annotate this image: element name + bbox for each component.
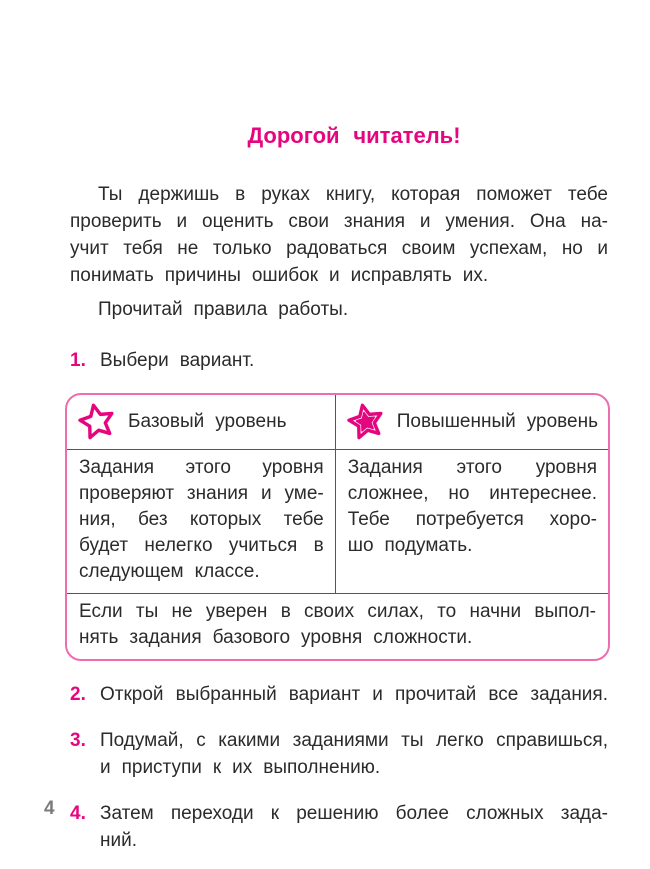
rule-line: Затем переходи к решению более сложных зада- — [100, 803, 608, 824]
rule-number: 4. — [70, 803, 86, 824]
rule-line: Подумай, с какими заданиями ты легко справишься, — [100, 730, 608, 751]
intro-paragraph — [70, 181, 608, 289]
intro-line: понимать причины ошибок и исправлять их. — [70, 265, 489, 286]
cell-line: шо подумать. — [347, 535, 473, 556]
rule-line: ний. — [100, 830, 137, 851]
table-footer-note — [67, 594, 608, 659]
rule-number: 1. — [70, 350, 86, 371]
basic-level-description-cell — [67, 450, 336, 594]
basic-level-header-cell — [67, 395, 336, 450]
rule-number: 2. — [70, 684, 86, 705]
rule-line: Выбери вариант. — [100, 350, 255, 371]
basic-level-label: Базовый уровень — [128, 411, 287, 432]
advanced-level-header-cell — [336, 395, 608, 450]
cell-line: Задания этого уровня — [79, 457, 324, 478]
cell-line: будет нелегко учиться в — [79, 535, 324, 556]
rule-item-1 — [70, 347, 608, 374]
intro-line: Ты держишь в руках книгу, которая поможет тебе — [98, 184, 608, 205]
cell-line: проверяют знания и уме- — [79, 483, 324, 504]
rule-item-3 — [70, 727, 608, 781]
levels-table — [65, 393, 610, 661]
page-number: 4 — [44, 798, 55, 819]
star-filled-icon — [347, 402, 385, 442]
rule-line: Открой выбранный вариант и прочитай все задания. — [100, 684, 608, 705]
cell-line: ния, без которых тебе — [79, 509, 324, 530]
rule-text — [100, 681, 608, 708]
rule-text — [100, 347, 608, 374]
footer-line: нять задания базового уровня сложности. — [79, 627, 473, 648]
intro-line: проверить и оценить свои знания и умения. Она на- — [70, 211, 608, 232]
advanced-level-description-cell — [336, 450, 608, 594]
rule-item-2 — [70, 681, 608, 708]
intro-line: учит тебя не только радоваться своим успехам, но и — [70, 238, 608, 259]
rule-text — [100, 727, 608, 781]
rule-text — [100, 800, 608, 854]
advanced-level-label: Повышенный уровень — [396, 411, 598, 432]
cell-line: сложнее, но интереснее. — [347, 483, 597, 504]
page-content — [70, 0, 608, 854]
page-title: Дорогой читатель! — [247, 123, 461, 148]
levels-table-main — [67, 395, 608, 594]
star-outline-icon — [78, 402, 116, 442]
rule-item-4 — [70, 800, 608, 854]
cell-line: Тебе потребуется хоро- — [347, 509, 597, 530]
cell-line: Задания этого уровня — [347, 457, 597, 478]
rule-number: 3. — [70, 730, 86, 751]
footer-line: Если ты не уверен в своих силах, то начни выпол- — [79, 601, 596, 622]
cell-line: следующем классе. — [79, 561, 260, 582]
read-rules-line: Прочитай правила работы. — [98, 299, 349, 320]
rule-line: и приступи к их выполнению. — [100, 757, 381, 778]
